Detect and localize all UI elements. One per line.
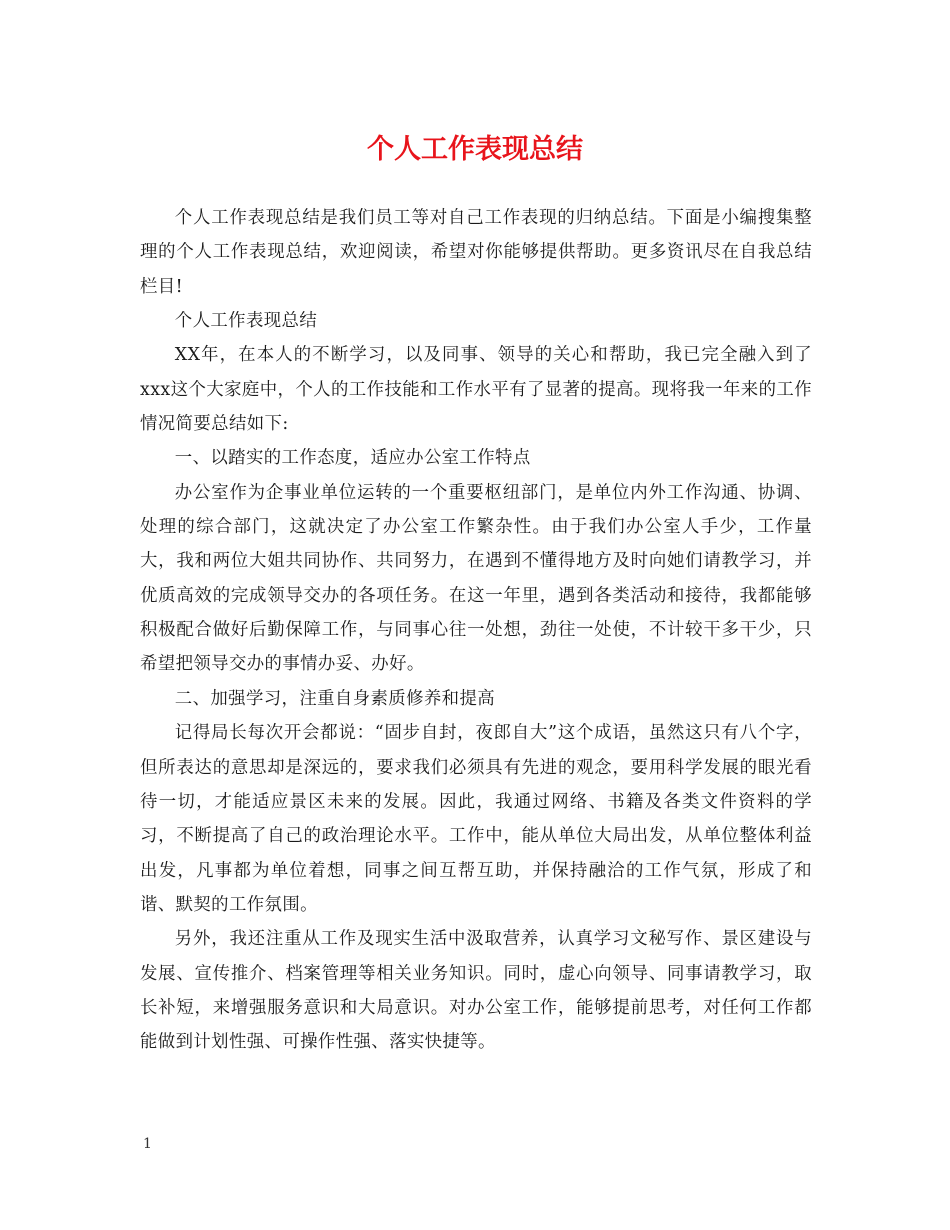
subtitle-paragraph: 个人工作表现总结 — [174, 311, 318, 332]
document-body — [140, 201, 812, 1060]
section-2-paragraph: 记得局长每次开会都说：“固步自封，夜郎自大”这个成语，虽然这只有八个字，但所表达的意思却是深远的，要求我们必须具有先进的观念，要用科学发展的眼光看待一切，才能适应景区未来的发展。因此，我通过网络、书籍及各类文件资料的学习，不断提高了自己的政治理论水平。工作中，能从单位大局出发，从单位整体利益出发，凡事都为单位着想，同事之间互帮互助，并保持融洽的工作气氛，形成了和谐、默契的工作氛围。 — [140, 723, 812, 915]
document-title: 个人工作表现总结 — [367, 134, 583, 165]
opening-paragraph: XX年，在本人的不断学习，以及同事、领导的关心和帮助，我已完全融入到了xxx这个大家庭中，个人的工作技能和工作水平有了显著的提高。现将我一年来的工作情况简要总结如下: — [140, 345, 812, 435]
page-number: 1 — [143, 1136, 152, 1152]
section-1-paragraph: 办公室作为企事业单位运转的一个重要枢纽部门，是单位内外工作沟通、协调、处理的综合部门，这就决定了办公室工作繁杂性。由于我们办公室人手少，工作量大，我和两位大姐共同协作、共同努力，在遇到不懂得地方及时向她们请教学习，并优质高效的完成领导交办的各项任务。在这一年里，遇到各类活动和接待，我都能够积极配合做好后勤保障工作，与同事心往一处想，劲往一处使，不计较干多干少，只希望把领导交办的事情办妥、办好。 — [140, 482, 812, 675]
section-2-paragraph-continued: 另外，我还注重从工作及现实生活中汲取营养，认真学习文秘写作、景区建设与发展、宣传推介、档案管理等相关业务知识。同时，虚心向领导、同事请教学习，取长补短，来增强服务意识和大局意识。对办公室工作，能够提前思考，对任何工作都能做到计划性强、可操作性强、落实快捷等。 — [140, 929, 812, 1053]
section-heading-1: 一、以踏实的工作态度，适应办公室工作特点 — [174, 448, 531, 469]
intro-paragraph: 个人工作表现总结是我们员工等对自己工作表现的归纳总结。下面是小编搜集整理的个人工作表现总结，欢迎阅读，希望对你能够提供帮助。更多资讯尽在自我总结栏目! — [140, 208, 812, 297]
section-heading-2: 二、加强学习，注重自身素质修养和提高 — [174, 688, 496, 709]
